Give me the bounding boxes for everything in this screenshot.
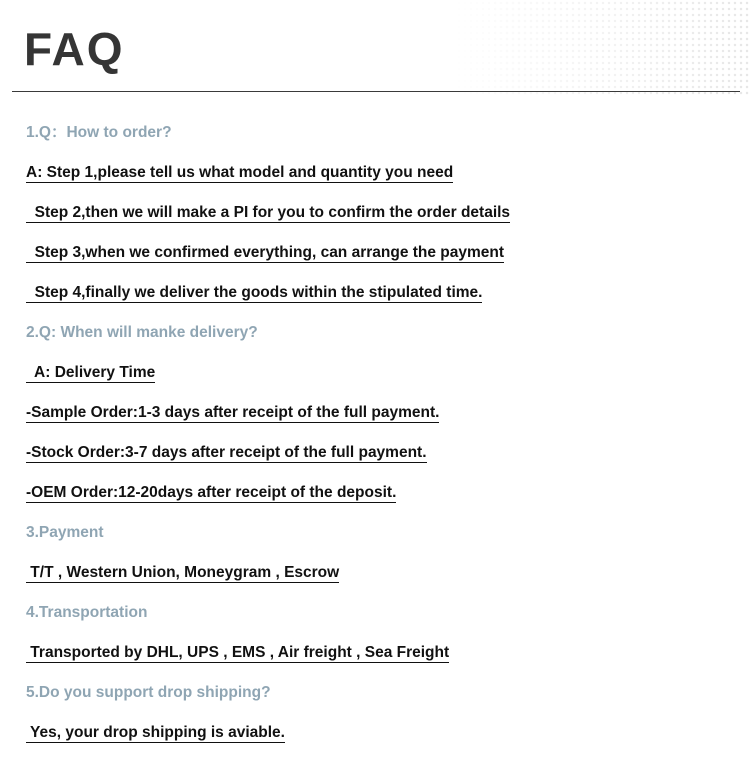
faq-answer-line — [26, 644, 510, 684]
faq-question-drop-shipping — [26, 684, 510, 724]
question-text: 3.Payment — [26, 524, 104, 541]
faq-answer-line — [26, 564, 510, 604]
faq-answer-line — [26, 164, 510, 204]
faq-answer-line — [26, 284, 510, 324]
faq-answer-line — [26, 484, 510, 524]
answer-text: -Sample Order:1-3 days after receipt of the full payment. — [26, 404, 440, 421]
question-text: 4.Transportation — [26, 604, 148, 621]
faq-answer-line — [26, 244, 510, 284]
faq-answer-line — [26, 364, 510, 404]
faq-question-transportation — [26, 604, 510, 644]
faq-question-order — [26, 124, 510, 164]
answer-text: -OEM Order:12-20days after receipt of the deposit. — [26, 484, 397, 501]
faq-question-payment — [26, 524, 510, 564]
page-title: FAQ — [24, 23, 125, 75]
title-divider — [12, 91, 740, 92]
faq-answer-line — [26, 444, 510, 484]
answer-text: -Stock Order:3-7 days after receipt of the full payment. — [26, 444, 427, 461]
faq-answer-line — [26, 404, 510, 444]
answer-text: Yes, your drop shipping is aviable. — [26, 724, 285, 741]
question-text: 1.Q：How to order? — [26, 124, 172, 141]
question-text: 5.Do you support drop shipping? — [26, 684, 271, 701]
answer-text: Step 4,finally we deliver the goods within the stipulated time. — [26, 284, 483, 301]
question-text: 2.Q: When will manke delivery? — [26, 324, 258, 341]
answer-text: A: Delivery Time — [26, 364, 156, 381]
faq-answer-line — [26, 204, 510, 244]
answer-text: Step 3,when we confirmed everything, can arrange the payment — [26, 244, 505, 261]
answer-text: Transported by DHL, UPS , EMS , Air freight , Sea Freight — [26, 644, 450, 661]
answer-text: T/T , Western Union, Moneygram , Escrow — [26, 564, 340, 581]
faq-list — [26, 124, 510, 764]
answer-text: Step 2,then we will make a PI for you to confirm the order details — [26, 204, 511, 221]
answer-text: A: Step 1,please tell us what model and quantity you need — [26, 164, 454, 181]
dot-pattern-decoration — [450, 0, 750, 95]
faq-question-delivery — [26, 324, 510, 364]
faq-answer-line — [26, 724, 510, 764]
